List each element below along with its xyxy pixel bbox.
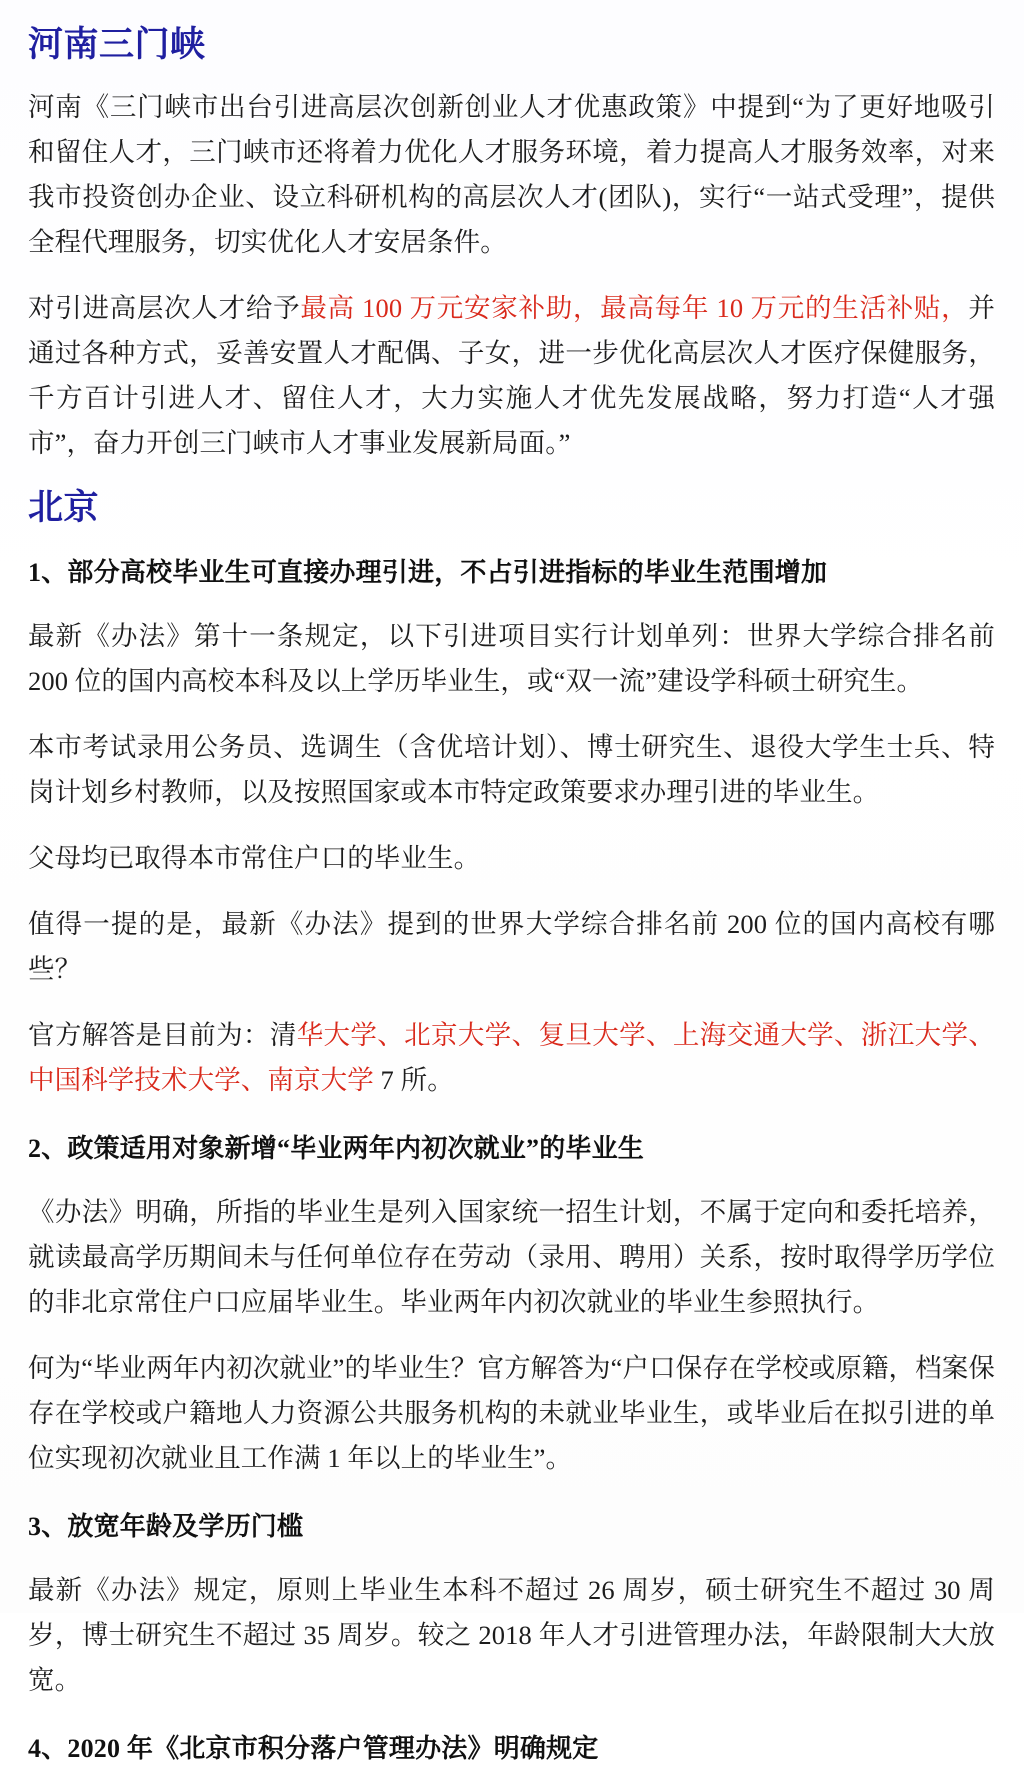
paragraph-item1-plan-list: 最新《办法》第十一条规定，以下引进项目实行计划单列：世界大学综合排名前 200 位的国内高校本科及以上学历毕业生，或“双一流”建设学科硕士研究生。 <box>28 621 995 697</box>
university-list-tail: 7 所。 <box>373 1065 454 1096</box>
subheading-item-3: 3、放宽年龄及学历门槛 <box>28 1512 304 1542</box>
paragraph-item2-official-answer: 何为“毕业两年内初次就业”的毕业生？官方解答为“户口保存在学校或原籍，档案保存在学校或户籍地人力资源公共服务机构的未就业毕业生，或毕业后在拟引进的单位实现初次就业且工作满 1 年以上的毕业生”。 <box>28 1353 995 1474</box>
paragraph-item1-parents-hukou: 父母均已取得本市常住户口的毕业生。 <box>28 843 481 874</box>
subheading-item-2: 2、政策适用对象新增“毕业两年内初次就业”的毕业生 <box>28 1134 645 1164</box>
university-list-lead: 官方解答是目前为：清 <box>28 1020 297 1051</box>
city-heading-henan-sanmenxia: 河南三门峡 <box>28 25 206 64</box>
subsidy-tail-text: 并通过各种方式，妥善安置人才配偶、子女，进一步优化高层次人才医疗保健服务，千方百计引进人才、留住人才，大力实施人才优先发展战略，努力打造“人才强市”，奋力开创三门峡市人才事业发展新局面。” <box>28 293 996 459</box>
university-names-emphasis: 华大学、北京大学、复旦大学、上海交通大学、浙江大学、中国科学技术大学、南京大学 <box>28 1020 995 1096</box>
paragraph-item3-age-limits: 最新《办法》规定，原则上毕业生本科不超过 26 周岁，硕士研究生不超过 30 周岁，博士研究生不超过 35 周岁。较之 2018 年人才引进管理办法，年龄限制大大放宽。 <box>28 1575 995 1696</box>
paragraph-item1-university-list <box>28 992 995 1103</box>
paragraph-item1-question: 值得一提的是，最新《办法》提到的世界大学综合排名前 200 位的国内高校有哪些？ <box>28 909 995 985</box>
paragraph-item1-civil-servants: 本市考试录用公务员、选调生（含优培计划）、博士研究生、退役大学生士兵、特岗计划乡村教师，以及按照国家或本市特定政策要求办理引进的毕业生。 <box>28 732 995 808</box>
subsidy-lead-text: 对引进高层次人才给予 <box>28 293 301 324</box>
paragraph-item2-definition: 《办法》明确，所指的毕业生是列入国家统一招生计划，不属于定向和委托培养，就读最高学历期间未与任何单位存在劳动（录用、聘用）关系，按时取得学历学位的非北京常住户口应届毕业生。毕业两年内初次就业的毕业生参照执行。 <box>28 1197 995 1318</box>
paragraph-henan-policy-quote: 河南《三门峡市出台引进高层次创新创业人才优惠政策》中提到“为了更好地吸引和留住人才，三门峡市还将着力优化人才服务环境，着力提高人才服务效率，对来我市投资创办企业、设立科研机构的高层次人才(团队)，实行“一站式受理”，提供全程代理服务，切实优化人才安居条件。 <box>28 92 995 258</box>
subheading-item-1: 1、部分高校毕业生可直接办理引进，不占引进指标的毕业生范围增加 <box>28 558 828 588</box>
paragraph-henan-subsidy <box>28 265 995 466</box>
subsidy-amount-emphasis: 最高 100 万元安家补助，最高每年 10 万元的生活补贴， <box>300 293 969 324</box>
subheading-item-4: 4、2020 年《北京市积分落户管理办法》明确规定 <box>28 1734 599 1764</box>
city-heading-beijing: 北京 <box>28 488 100 528</box>
